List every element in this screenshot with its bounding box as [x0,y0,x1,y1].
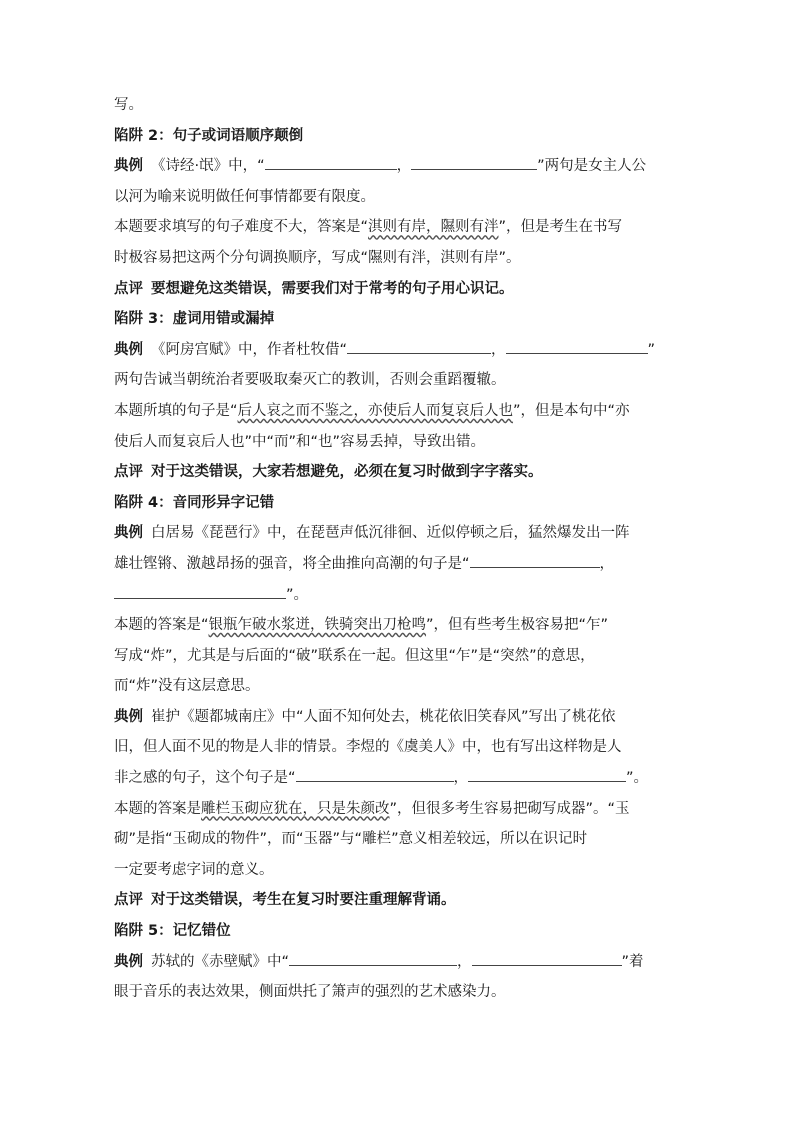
answer-line: 使后人而复哀后人也”中“而”和“也”容易丢掉，导致出错。 [114,433,486,450]
example-label: 典例 [114,953,143,970]
comment-line: 点评 要想避免这类错误，需要我们对于常考的句子用心识记。 [114,280,514,297]
example-line: 非之感的句子，这个句子是“ ， ”。 [114,763,684,794]
example-line: 典例 白居易《琵琶行》中，在琵琶声低沉徘徊、近似停顿之后，猛然爆发出一阵 [114,525,630,542]
example-line: 雄壮铿锵、激越昂扬的强音，将全曲推向高潮的句子是“ ， [114,549,684,580]
comment-line: 点评 对于这类错误，大家若想避免，必须在复习时做到字字落实。 [114,464,543,481]
answer-blank[interactable] [411,155,537,170]
answer-line: 砌”是指“玉砌成的物件”，而“玉器”与“雕栏”意义相差较远，所以在识记时 [114,831,588,848]
example-line: ”。 [114,580,684,611]
answer-line: 一定要考虑字词的意义。 [114,861,274,878]
example-label: 典例 [114,708,143,725]
comment-label: 点评 [114,892,143,909]
answer-blank[interactable] [296,767,454,782]
example-label: 典例 [114,341,143,358]
answer-blank[interactable] [506,339,648,354]
answer-blank[interactable] [114,584,286,599]
answer-line: 时极容易把这两个分句调换顺序，写成“隰则有泮，淇则有岸”。 [114,249,521,266]
example-line: 旧，但人面不见的物是人非的情景。李煜的《虞美人》中，也有写出这样物是人 [114,739,622,756]
example-label: 典例 [114,525,143,542]
answer-blank[interactable] [472,951,622,966]
document-body [114,90,684,1008]
answer-highlight: 后人哀之而不鉴之，亦使后人而复哀后人也 [237,402,514,419]
answer-line: 本题的答案是“银瓶乍破水浆迸，铁骑突出刀枪鸣”，但有些考生极容易把“乍” [114,617,609,634]
answer-line: 写成“炸”，尤其是与后面的“破”联系在一起。但这里“乍”是“突然”的意思， [114,647,595,664]
example-line: 典例 苏轼的《赤壁赋》中“ ， ”着 [114,947,684,978]
section-heading-trap-3: 陷阱 3：虚词用错或漏掉 [114,311,275,328]
answer-highlight: 淇则有岸，隰则有泮 [368,219,499,236]
answer-blank[interactable] [265,155,397,170]
section-heading-trap-2: 陷阱 2：句子或词语顺序颠倒 [114,127,304,144]
example-line: 眼于音乐的表达效果，侧面烘托了箫声的强烈的艺术感染力。 [114,984,506,1001]
section-heading-trap-5: 陷阱 5：记忆错位 [114,923,231,940]
answer-blank[interactable] [347,339,491,354]
example-line: 典例 崔护《题都城南庄》中“人面不知何处去，桃花依旧笑春风”写出了桃花依 [114,708,616,725]
answer-line: 本题所填的句子是“后人哀之而不鉴之，亦使后人而复哀后人也”，但是本句中“亦 [114,402,630,419]
answer-highlight: 雕栏玉砌应犹在，只是朱颜改 [201,800,390,817]
example-line: 典例 《阿房宫赋》中，作者杜牧借“ ， ” [114,335,684,366]
answer-blank[interactable] [468,767,626,782]
answer-blank[interactable] [289,951,457,966]
example-line: 以河为喻来说明做任何事情都要有限度。 [114,188,375,205]
answer-line: 本题的答案是雕栏玉砌应犹在，只是朱颜改”，但很多考生容易把砌写成器”。“玉 [114,800,630,817]
comment-label: 点评 [114,280,143,297]
continuation-text: 写。 [114,97,143,113]
example-line: 典例 《诗经·氓》中，“ ， ”两句是女主人公 [114,151,684,182]
example-line: 两句告诫当朝统治者要吸取秦灭亡的教训，否则会重蹈覆辙。 [114,372,506,389]
answer-highlight: 银瓶乍破水浆迸，铁骑突出刀枪鸣 [208,617,427,634]
comment-line: 点评 对于这类错误，考生在复习时要注重理解背诵。 [114,892,456,909]
answer-line: 而“炸”没有这层意思。 [114,678,260,695]
answer-blank[interactable] [470,553,600,568]
section-heading-trap-4: 陷阱 4：音同形异字记错 [114,494,275,511]
answer-line: 本题要求填写的句子难度不大，答案是“淇则有岸，隰则有泮”，但是考生在书写 [114,219,623,236]
example-label: 典例 [114,158,143,175]
comment-label: 点评 [114,464,143,481]
